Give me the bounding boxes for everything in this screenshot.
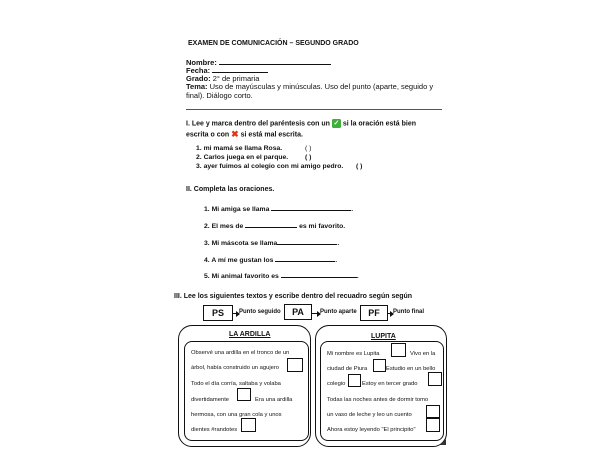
item-text: A mí me gustan los [211,257,274,264]
item-number: 2. [196,154,202,161]
grado-label: Grado: [186,74,211,83]
lupita-line-5: un vaso de leche y leo un cuento [327,412,412,418]
section2-title: II. Completa las oraciones. [186,186,275,193]
item-suffix: . [335,257,338,264]
answer-blank[interactable] [281,270,357,278]
ardilla-line-6: dientes #randotes [191,427,238,433]
key-pa-arrow [312,313,320,314]
section1-item-3 [196,163,343,170]
item-number: 1. [204,206,210,213]
section3-title: III. Lee los siguientes textos y escribe dentro del recuadro según según [174,293,413,300]
item-text: El mes de [211,223,244,230]
answer-blank[interactable] [277,237,340,247]
item-number: 1. [196,145,202,152]
item-suffix: es mi favorito. [299,223,346,230]
section1-item-2 [196,154,288,161]
cross-icon: ✖ [231,129,239,139]
section1-instruction-line1 [186,119,416,128]
key-ps-label: Punto seguido [239,309,281,315]
lupita-title: LUPITA [371,333,396,340]
item-number: 5. [204,273,210,280]
section2-item-4 [204,254,337,264]
answer-blank[interactable] [271,203,354,213]
section1-instr-d: si está mal escrita. [240,131,303,139]
lupita-answer-box-6[interactable] [426,418,440,432]
lupita-line-3a: colegio [327,381,346,387]
key-pf-box: PF [360,305,388,321]
key-pf-label: Punto final [393,309,424,315]
ardilla-line-1: Observé una ardilla en el tronco de un [191,350,290,356]
key-pa-label: Punto aparte [320,309,357,315]
ardilla-title: LA ARDILLA [229,331,271,338]
item-number: 2. [204,223,210,230]
section1-instr-b: si la oración está bien [342,120,416,128]
ardilla-line-2: árbol, había construido un agujero [191,365,279,371]
ardilla-line-4b: Era una ardilla [255,397,293,403]
section2-item-5 [204,270,359,280]
section1-instruction-line2 [186,129,303,140]
fecha-blank[interactable] [212,65,268,73]
item-text: Mi animal favorito es [211,273,279,280]
item-suffix: . [356,273,359,280]
lupita-line-1b: Vivo en la [410,351,436,357]
nombre-label: Nombre: [186,58,217,67]
lupita-answer-box-4[interactable] [428,372,442,386]
ardilla-answer-box-1[interactable] [287,358,303,372]
check-icon: ✓ [333,120,340,127]
item-text: ayer fuimos al colegio con mi amigo pedro. [203,163,344,170]
section2-item-3 [204,237,339,247]
lupita-line-4: Todas las noches antes de dormir tomo [327,397,429,403]
lupita-answer-box-5[interactable] [426,405,440,418]
ardilla-line-5: hermosa, con una gran cola y unos [191,412,282,418]
ardilla-answer-box-2[interactable] [237,388,251,401]
section1-paren-2[interactable]: ( ) [305,154,312,161]
tema-line1: Uso de mayúsculas y minúsculas. Uso del punto (aparte, seguido y [209,82,434,91]
lupita-line-1a: Mi nombre es Lupita [327,351,380,357]
section1-instr-a: I. Lee y marca dentro del paréntesis con un [186,120,330,128]
fecha-label: Fecha: [186,66,211,75]
item-number: 3. [196,163,202,170]
lupita-answer-box-2[interactable] [373,359,386,372]
item-number: 3. [204,240,210,247]
tema-label: Tema: [186,82,208,91]
section1-paren-1[interactable]: ( ) [305,145,312,152]
section1-paren-3[interactable]: ( ) [356,163,363,170]
item-suffix: . [337,240,340,247]
section1-instr-c: escrita o con [186,131,230,139]
item-text: Carlos juega en el parque. [203,154,289,161]
tema-row [186,82,433,91]
grado-value: 2° de primaria [212,74,260,83]
nombre-blank[interactable] [219,57,331,65]
ardilla-line-3: Todo el día corría, saltaba y volaba [191,381,281,387]
key-ps-box: PS [203,305,233,321]
section2-item-1 [204,203,353,213]
tema-line2: final). Diálogo corto. [186,91,253,100]
item-number: 4. [204,257,210,264]
answer-blank[interactable] [245,220,297,228]
ardilla-line-4a: divertidamente [191,397,230,403]
key-pa-box: PA [284,304,312,320]
lupita-answer-box-1[interactable] [391,343,406,357]
page-corner-mark [440,439,446,445]
item-text: Mi amiga se llama [211,206,270,213]
item-suffix: . [351,206,354,213]
lupita-line-2b: Estudio en un bello [386,366,436,372]
lupita-line-6: Ahora estoy leyendo "El principito" [327,427,416,433]
answer-blank[interactable] [275,254,338,264]
lupita-line-3b: Estoy en tercer grado [362,381,418,387]
section1-item-1 [196,145,282,152]
ardilla-answer-box-3[interactable] [241,418,256,432]
item-text: Mi máscota se llama [211,240,278,247]
header-divider [186,109,442,110]
lupita-answer-box-3[interactable] [348,374,361,387]
section2-item-2 [204,220,345,230]
exam-title: EXAMEN DE COMUNICACIÓN – SEGUNDO GRADO [188,40,359,47]
lupita-line-2a: ciudad de Piura [327,366,368,372]
item-text: mi mamá se llama Rosa. [203,145,283,152]
